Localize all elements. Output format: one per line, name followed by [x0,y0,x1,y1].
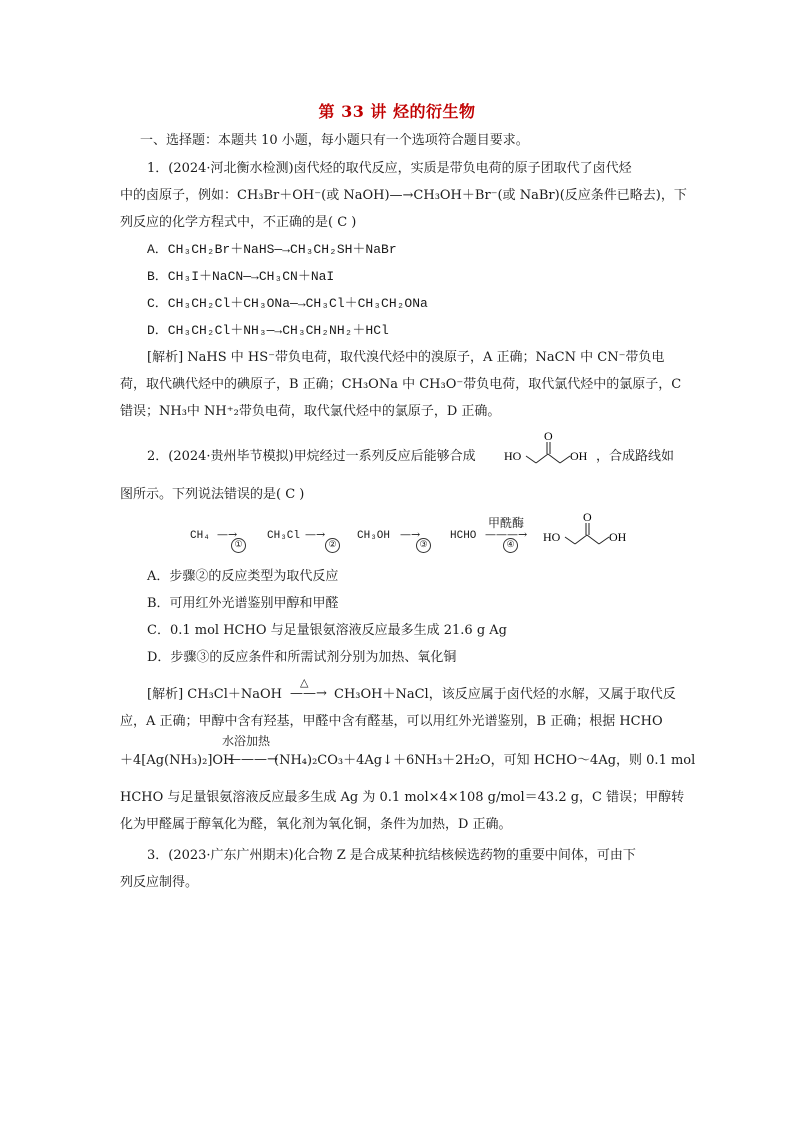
dihydroxyacetone-structure [504,430,594,470]
q2-explanation-line1a: [解析] CH₃Cl＋NaOH [147,687,282,702]
q1-stem-line3: 列反应的化学方程式中，不正确的是( C ) [120,215,357,230]
q3-stem-line1: 3．(2023·广东广州期末)化合物 Z 是合成某种抗结核候选药物的重要中间体，可由下 [147,848,636,863]
route-step-3: ③ [416,538,431,553]
q2-option-c: C．0.1 mol HCHO 与足量银氨溶液反应最多生成 21.6 g Ag [147,623,507,638]
page-title: 第 33 讲 烃的衍生物 [318,102,476,121]
heat-arrow: ——→ [290,686,327,701]
q1-option-a: A．CH₃CH₂Br＋NaHS—→CH₃CH₂SH＋NaBr [147,242,397,257]
route-product-structure [543,512,633,552]
q1-option-c: C．CH₃CH₂Cl＋CH₃ONa—→CH₃Cl＋CH₃CH₂ONa [147,296,428,311]
q2-stem-line2: 图所示。下列说法错误的是( C ) [120,487,305,502]
synthesis-route [185,512,645,552]
q2-option-a: A．步骤②的反应类型为取代反应 [147,569,339,584]
q1-option-b: B．CH₃I＋NaCN—→CH₃CN＋NaI [147,269,335,284]
q1-explanation-line2: 荷，取代碘代烃中的碘原子，B 正确；CH₃ONa 中 CH₃O⁻带负电荷，取代氯代烃中的氯原子，C [120,377,682,392]
route-step-4: ④ [503,538,518,553]
q1-stem-line1: 1．(2024·河北衡水检测)卤代烃的取代反应，实质是带负电荷的原子团取代了卤代烃 [147,161,632,176]
route-ch4: CH₄ [190,530,210,542]
route-ch3oh: CH₃OH [357,530,391,542]
q2-explanation-line1b: CH₃OH＋NaCl，该反应属于卤代烃的水解，又属于取代反 [334,687,676,702]
q2-stem-line1b: ，合成路线如 [596,449,675,464]
product-oh-label: OH [609,530,627,544]
section-heading: 一、选择题：本题共 10 小题，每小题只有一个选项符合题目要求。 [140,133,529,148]
route-arrow-3: —→ [400,528,421,541]
route-ch3cl: CH₃Cl [267,530,301,542]
route-hcho: HCHO [450,530,477,542]
q2-explanation-line3b: (NH₄)₂CO₃＋4Ag↓＋6NH₃＋2H₂O，可知 HCHO～4Ag，则 0.1 mol [274,753,696,768]
q2-explanation-line2: 应，A 正确；甲醇中含有羟基，甲醛中含有醛基，可以用红外光谱鉴别，B 正确；根据 HCHO [120,714,663,729]
q2-option-d: D．步骤③的反应条件和所需试剂分别为加热、氧化铜 [147,650,457,665]
q2-explanation-line4: HCHO 与足量银氨溶液反应最多生成 Ag 为 0.1 mol×4×108 g/mol＝43.2 g，C 错误；甲醇转 [120,790,685,805]
q1-stem-line2: 中的卤原子，例如：CH₃Br＋OH⁻(或 NaOH)—→CH₃OH＋Br⁻(或 NaBr)(反应条件已略去)，下 [120,188,687,203]
structure-oh-label: OH [570,449,588,463]
q2-stem-line1a: 2．(2024·贵州毕节模拟)甲烷经过一系列反应后能够合成 [147,449,476,464]
q2-explanation-line5: 化为甲醛属于醇氧化为醛，氧化剂为氧化铜，条件为加热，D 正确。 [120,817,512,832]
product-o-label: O [583,512,592,524]
product-ho-label: HO [543,530,561,544]
q2-option-b: B．可用红外光谱鉴别甲醇和甲醛 [147,596,339,611]
water-bath-arrow: ———→ [228,752,278,767]
q1-explanation-line3: 错误；NH₃中 NH⁺₂带负电荷，取代氯代烃中的氯原子，D 正确。 [120,404,501,419]
structure-ho-label: HO [504,449,522,463]
route-enzyme-label: 甲酰酶 [488,516,525,530]
route-step-1: ① [231,538,246,553]
route-step-2: ② [325,538,340,553]
structure-o-label: O [544,430,553,443]
q1-explanation-line1: [解析] NaHS 中 HS⁻带负电荷，取代溴代烃中的溴原子，A 正确；NaCN 中 CN⁻带负电 [147,350,665,365]
q1-option-d: D．CH₃CH₂Cl＋NH₃—→CH₃CH₂NH₂＋HCl [147,323,389,338]
heat-condition: △ [300,676,309,689]
route-arrow-4: ———→ [485,528,528,541]
q3-stem-line2: 列反应制得。 [120,875,199,890]
route-arrow-1: —→ [217,528,238,541]
q2-explanation-line3a: ＋4[Ag(NH₃)₂]OH [120,753,235,768]
water-bath-condition: 水浴加热 [222,734,271,748]
route-arrow-2: —→ [305,528,326,541]
